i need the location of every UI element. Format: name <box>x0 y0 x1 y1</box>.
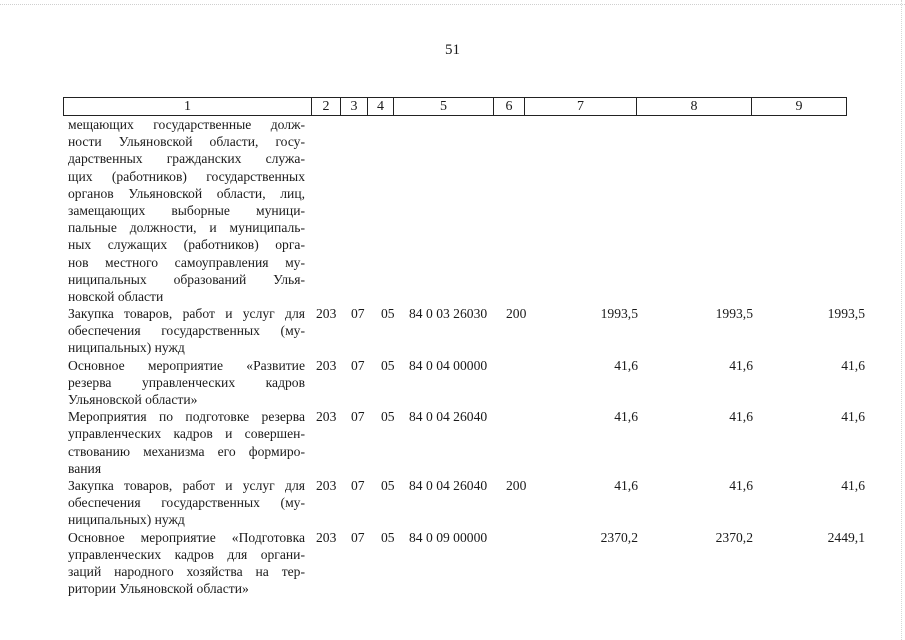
row-name-line: щих (работников) государственных <box>68 168 305 184</box>
row-name-cell <box>68 529 305 598</box>
scan-edge-top <box>0 4 905 6</box>
row-cell-c9: 1993,5 <box>827 306 865 322</box>
scan-edge-right <box>901 0 903 640</box>
row-name-line: Закупка товаров, работ и услуг для <box>68 477 305 493</box>
row-name-line: ниципальных) нужд <box>68 512 185 528</box>
row-cell-c3: 07 <box>351 306 365 322</box>
row-cell-c4: 05 <box>381 306 395 322</box>
table-header <box>63 97 847 116</box>
row-cell-c6: 200 <box>506 306 527 322</box>
row-name-line: ствованию механизма его формиро- <box>68 443 305 459</box>
row-name-line: пальные должности, и муниципаль- <box>68 220 305 236</box>
row-cell-c8: 41,6 <box>729 477 753 493</box>
row-name-line: органов Ульяновской области, лиц, <box>68 185 305 201</box>
row-name-line: управленческих кадров для органи- <box>68 546 305 562</box>
row-cell-c8: 2370,2 <box>715 529 753 545</box>
row-cell-c8: 41,6 <box>729 357 753 373</box>
row-name-line: дарственных гражданских служа- <box>68 151 305 167</box>
row-cell-c3: 07 <box>351 409 365 425</box>
row-cell-c4: 05 <box>381 409 395 425</box>
row-name-line: Основное мероприятие «Развитие <box>68 357 305 373</box>
row-cell-c2: 203 <box>316 409 337 425</box>
row-name-line: Ульяновской области» <box>68 392 198 407</box>
table-row <box>68 116 868 305</box>
header-col-1: 1 <box>64 98 312 115</box>
table-row <box>68 529 868 598</box>
row-cell-c9: 41,6 <box>841 409 865 425</box>
row-name-line: ниципальных образований Улья- <box>68 271 305 287</box>
row-name-line: обеспечения государственных (му- <box>68 495 305 511</box>
row-cell-c2: 203 <box>316 529 337 545</box>
row-cell-c3: 07 <box>351 477 365 493</box>
row-cell-c2: 203 <box>316 357 337 373</box>
row-cell-c7: 41,6 <box>614 409 638 425</box>
row-name-line: нов местного самоуправления му- <box>68 254 305 270</box>
row-cell-c5: 84 0 04 26040 <box>409 409 488 425</box>
row-cell-c3: 07 <box>351 529 365 545</box>
row-name-line: ных служащих (работников) орга- <box>68 237 305 253</box>
table-row <box>68 357 868 409</box>
row-cell-c9: 41,6 <box>841 357 865 373</box>
header-col-6: 6 <box>494 98 525 115</box>
row-cell-c7: 2370,2 <box>600 529 638 545</box>
row-name-line: ности Ульяновской области, госу- <box>68 134 305 150</box>
row-name-line: замещающих выборные муници- <box>68 202 305 218</box>
row-cell-c2: 203 <box>316 477 337 493</box>
row-name-line: Основное мероприятие «Подготовка <box>68 529 305 545</box>
row-name-line: резерва управленческих кадров <box>68 374 305 390</box>
row-cell-c6: 200 <box>506 477 527 493</box>
row-name-cell <box>68 408 305 477</box>
row-cell-c5: 84 0 04 00000 <box>409 357 488 373</box>
header-col-4: 4 <box>368 98 394 115</box>
page-number: 51 <box>445 42 460 58</box>
row-name-line: Закупка товаров, работ и услуг для <box>68 306 305 322</box>
header-col-3: 3 <box>341 98 368 115</box>
row-cell-c7: 41,6 <box>614 357 638 373</box>
row-name-line: мещающих государственные долж- <box>68 117 305 132</box>
row-name-cell <box>68 477 305 529</box>
header-col-8: 8 <box>637 98 752 115</box>
row-name-cell <box>68 116 305 305</box>
row-cell-c7: 1993,5 <box>600 306 638 322</box>
row-cell-c9: 2449,1 <box>827 529 865 545</box>
row-cell-c4: 05 <box>381 357 395 373</box>
row-cell-c2: 203 <box>316 306 337 322</box>
table-row <box>68 408 868 477</box>
row-cell-c9: 41,6 <box>841 477 865 493</box>
row-cell-c5: 84 0 04 26040 <box>409 477 488 493</box>
table-body <box>68 116 868 597</box>
table-row <box>68 477 868 529</box>
row-cell-c3: 07 <box>351 357 365 373</box>
row-name-line: вания <box>68 460 102 476</box>
table-row <box>68 305 868 357</box>
row-cell-c5: 84 0 03 26030 <box>409 306 488 322</box>
row-name-line: управленческих кадров и совершен- <box>68 426 305 442</box>
row-name-line: обеспечения государственных (му- <box>68 323 305 339</box>
header-col-7: 7 <box>525 98 637 115</box>
row-cell-c4: 05 <box>381 529 395 545</box>
row-cell-c7: 41,6 <box>614 477 638 493</box>
header-col-2: 2 <box>312 98 341 115</box>
header-col-5: 5 <box>394 98 494 115</box>
row-cell-c8: 41,6 <box>729 409 753 425</box>
row-name-line: заций народного хозяйства на тер- <box>68 563 305 579</box>
row-name-line: новской области <box>68 288 164 304</box>
row-name-cell <box>68 357 305 409</box>
row-name-line: Мероприятия по подготовке резерва <box>68 409 305 425</box>
row-name-cell <box>68 305 305 357</box>
row-cell-c8: 1993,5 <box>715 306 753 322</box>
header-col-9: 9 <box>795 99 803 114</box>
row-name-line: ниципальных) нужд <box>68 340 185 356</box>
row-name-line: ритории Ульяновской области» <box>68 581 249 597</box>
row-cell-c5: 84 0 09 00000 <box>409 529 488 545</box>
row-cell-c4: 05 <box>381 477 395 493</box>
